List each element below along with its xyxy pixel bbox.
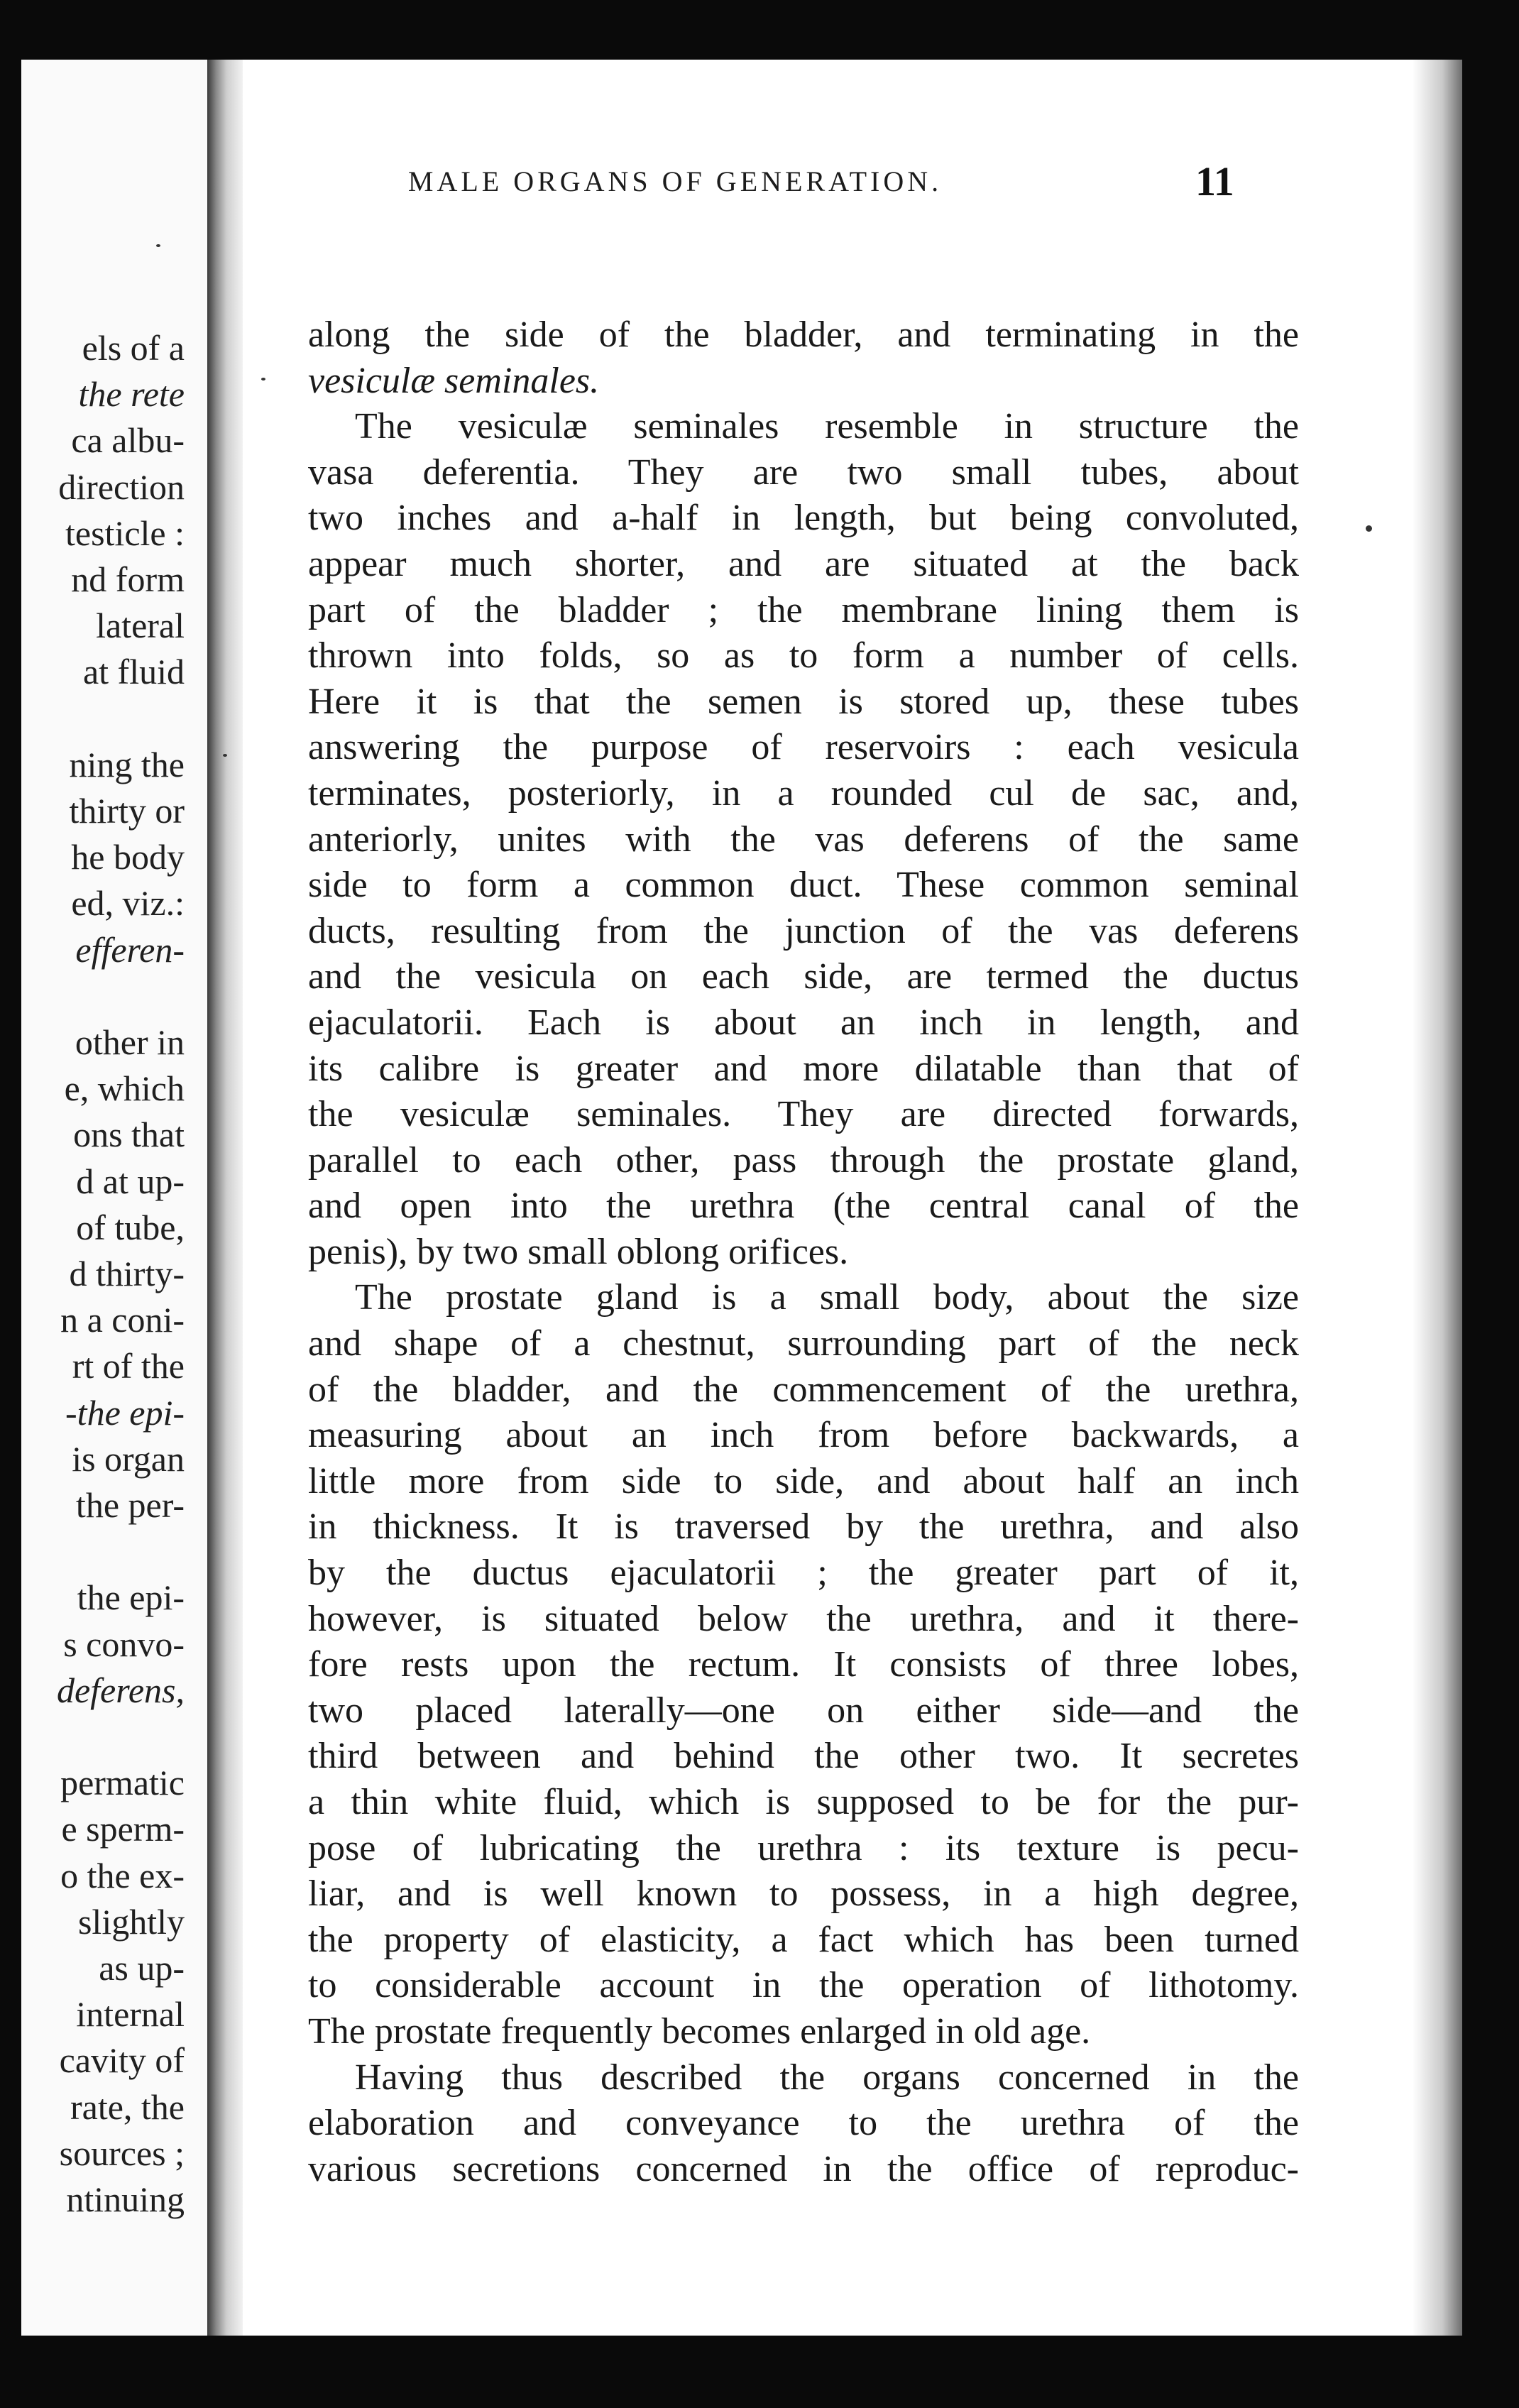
left-page-line: n a coni-	[60, 1300, 185, 1340]
body-line: various secretions concerned in the office of reproduc-	[308, 2148, 1299, 2189]
left-page-line: o the ex-	[60, 1855, 185, 1895]
body-line: two inches and a-half in length, but being convoluted,	[308, 498, 1299, 539]
left-page-line: sources ;	[59, 2133, 185, 2173]
scan-border-top	[0, 0, 1519, 60]
body-line: third between and behind the other two. It secretes	[308, 1736, 1299, 1777]
body-line: anteriorly, unites with the vas deferens of the same	[308, 819, 1299, 860]
body-line: penis), by two small oblong orifices.	[308, 1231, 849, 1272]
left-page-line: deferens,	[56, 1670, 185, 1710]
left-page-line: rate, the	[70, 2086, 185, 2127]
body-line: The prostate frequently becomes enlarged in old age.	[308, 2010, 1091, 2052]
body-line: liar, and is well known to possess, in a high degree,	[308, 1873, 1299, 1915]
left-page-line: ntinuing	[66, 2179, 185, 2219]
book-gutter	[207, 60, 243, 2336]
scan-border-bottom	[0, 2336, 1519, 2408]
left-page-line: he body	[71, 837, 185, 877]
left-page-line: the epi-	[77, 1577, 185, 1618]
body-line: by the ductus ejaculatorii ; the greater part of it,	[308, 1553, 1299, 1594]
left-page-line: -the epi-	[65, 1392, 185, 1433]
left-page-line: testicle :	[65, 513, 185, 553]
body-line: in thickness. It is traversed by the urethra, and also	[308, 1506, 1299, 1548]
running-head: MALE ORGANS OF GENERATION.	[407, 165, 943, 197]
left-page-line: s convo-	[63, 1624, 185, 1664]
left-page-line: the rete	[78, 374, 185, 415]
body-line: and the vesicula on each side, are termed the ductus	[308, 956, 1299, 997]
body-line: The vesiculæ seminales resemble in structure the	[355, 406, 1299, 447]
body-line: along the side of the bladder, and terminating in the	[308, 314, 1299, 355]
body-line: answering the purpose of reservoirs : each vesicula	[308, 727, 1299, 768]
left-page-line: lateral	[96, 606, 185, 646]
body-line: little more from side to side, and about half an inch	[308, 1460, 1299, 1501]
body-line: pose of lubricating the urethra : its texture is pecu-	[308, 1827, 1299, 1868]
body-line: its calibre is greater and more dilatable than that of	[308, 1048, 1299, 1089]
body-line: the property of elasticity, a fact which has been turned	[308, 1919, 1299, 1960]
left-page-line: ning the	[69, 744, 185, 784]
body-line: however, is situated below the urethra, and it there-	[308, 1598, 1299, 1639]
scan-border-left	[0, 0, 21, 2408]
body-line: two placed laterally—one on either side—and the	[308, 1690, 1299, 1731]
left-page-line: slightly	[77, 1901, 185, 1942]
left-page-line: ca albu-	[71, 420, 185, 461]
body-line: Here it is that the semen is stored up, these tubes	[308, 681, 1299, 722]
left-page-line: of tube,	[76, 1207, 185, 1247]
speck	[1366, 525, 1372, 532]
left-page-line: ed, viz.:	[71, 883, 185, 924]
speck	[223, 754, 227, 757]
body-line: vasa deferentia. They are two small tubes, about	[308, 452, 1299, 493]
left-page-line: efferen-	[75, 929, 185, 970]
left-page-line: is organ	[72, 1438, 185, 1479]
body-line: the vesiculæ seminales. They are directed forwards,	[308, 1094, 1299, 1135]
page-number: 11	[1195, 158, 1234, 204]
left-page-line: at fluid	[82, 652, 185, 692]
left-page-line: cavity of	[59, 2040, 185, 2081]
left-page-line: thirty or	[69, 791, 185, 831]
scan-border-right	[1462, 0, 1519, 2408]
left-page-line: nd form	[71, 559, 185, 599]
left-page-line: e, which	[64, 1068, 185, 1109]
left-page-line: d at up-	[76, 1161, 185, 1201]
left-page-line: as up-	[99, 1948, 185, 1988]
body-line: thrown into folds, so as to form a number of cells.	[308, 635, 1299, 677]
body-line: and shape of a chestnut, surrounding part of the neck	[308, 1323, 1299, 1364]
body-line: a thin white fluid, which is supposed to be for the pur-	[308, 1782, 1299, 1822]
body-line: of the bladder, and the commencement of the urethra,	[308, 1369, 1299, 1410]
body-line: fore rests upon the rectum. It consists of three lobes,	[308, 1644, 1299, 1685]
body-line: side to form a common duct. These common seminal	[308, 865, 1299, 906]
body-line: parallel to each other, pass through the prostate gland,	[308, 1139, 1299, 1181]
body-line: to considerable account in the operation of lithotomy.	[308, 1965, 1299, 2006]
body-line: part of the bladder ; the membrane lining them is	[308, 589, 1299, 630]
left-page-line: other in	[75, 1022, 185, 1062]
left-page-line: e sperm-	[61, 1809, 185, 1849]
body-line: and open into the urethra (the central canal of the	[308, 1186, 1299, 1227]
body-line: vesiculæ seminales.	[308, 360, 600, 401]
left-page-line: ons that	[73, 1115, 185, 1155]
body-line: Having thus described the organs concerned in the	[355, 2057, 1299, 2098]
body-line: ducts, resulting from the junction of the vas deferens	[308, 910, 1299, 951]
body-line: measuring about an inch from before backwards, a	[308, 1415, 1299, 1456]
body-line: appear much shorter, and are situated at the back	[308, 543, 1299, 584]
body-text	[308, 312, 1299, 2192]
left-page-line: the per-	[75, 1485, 185, 1525]
body-line: terminates, posteriorly, in a rounded cul de sac, and,	[308, 772, 1299, 814]
speck	[156, 244, 160, 247]
left-page-line: direction	[58, 466, 185, 507]
body-line: ejaculatorii. Each is about an inch in length, and	[308, 1002, 1299, 1043]
facing-page-left	[21, 60, 207, 2336]
left-page-line: permatic	[60, 1763, 185, 1803]
left-page-line: els of a	[82, 328, 185, 368]
body-line: The prostate gland is a small body, about the size	[355, 1277, 1299, 1318]
left-page-line: d thirty-	[69, 1254, 185, 1293]
speck	[261, 378, 265, 381]
left-page-line: rt of the	[72, 1346, 185, 1386]
page-edge-shadow	[1413, 60, 1462, 2336]
body-line: elaboration and conveyance to the urethra of the	[308, 2103, 1299, 2144]
left-page-line: internal	[76, 1994, 185, 2035]
